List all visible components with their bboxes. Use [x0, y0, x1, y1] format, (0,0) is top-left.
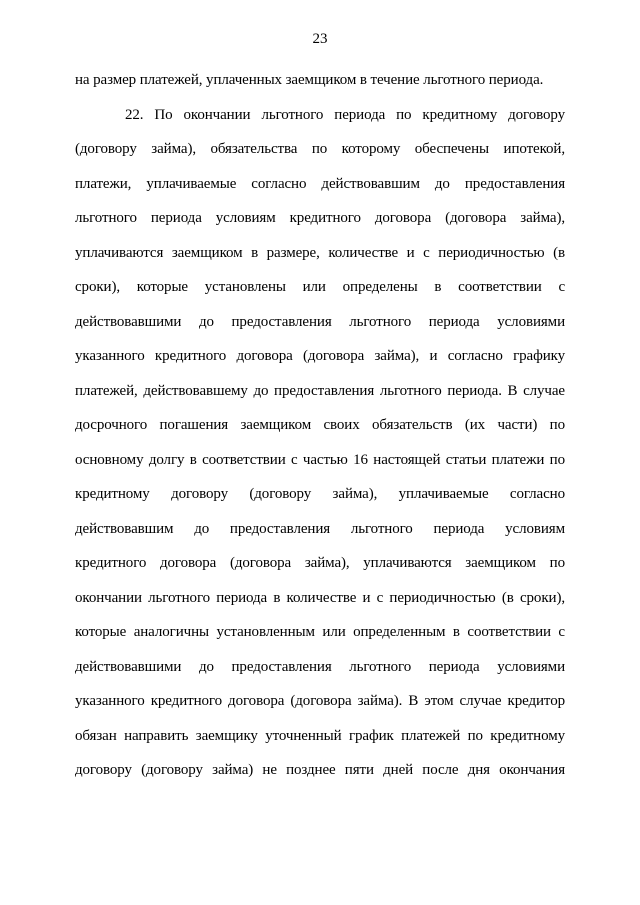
text-line: уплачиваются заемщиком в размере, количестве и с периодичностью (в — [75, 244, 565, 261]
text-line: на размер платежей, уплаченных заемщиком в течение льготного периода. — [75, 72, 544, 88]
text-line: льготного периода условиям кредитного договора (договора займа), — [75, 210, 565, 226]
text-line: кредитному договору (договору займа), уплачиваемые согласно — [75, 486, 565, 502]
text-line: досрочного погашения заемщиком своих обязательств (их части) по — [75, 417, 565, 433]
text-line: которые аналогичны установленным или определенным в соответствии с — [75, 624, 565, 640]
page-number: 23 — [312, 31, 328, 47]
text-line: обязан направить заемщику уточненный график платежей по кредитному — [75, 727, 565, 744]
text-line: указанного кредитного договора (договора займа), и согласно графику — [75, 348, 565, 364]
text-line: основному долгу в соответствии с частью 16 настоящей статьи платежи по — [75, 451, 565, 468]
text-line: действовавшими до предоставления льготного периода условиями — [75, 313, 565, 330]
text-line: кредитного договора (договора займа), уплачиваются заемщиком по — [75, 555, 565, 571]
text-line: указанного кредитного договора (договора займа). В этом случае кредитор — [75, 693, 565, 709]
text-line: окончании льготного периода в количестве и с периодичностью (в сроки), — [75, 589, 565, 606]
text-line: действовавшими до предоставления льготного периода условиями — [75, 658, 565, 675]
text-line: платежи, уплачиваемые согласно действовавшим до предоставления — [75, 175, 565, 192]
text-line: (договору займа), обязательства по которому обеспечены ипотекой, — [75, 141, 565, 157]
text-line: договору (договору займа) не позднее пяти дней после дня окончания — [75, 762, 565, 778]
text-line: 22. По окончании льготного периода по кредитному договору — [125, 106, 565, 123]
text-line: действовавшим до предоставления льготного периода условиям — [75, 520, 565, 537]
text-line: платежей, действовавшему до предоставления льготного периода. В случае — [75, 382, 565, 399]
text-line: сроки), которые установлены или определены в соответствии с — [75, 279, 565, 295]
document-body — [75, 65, 565, 790]
